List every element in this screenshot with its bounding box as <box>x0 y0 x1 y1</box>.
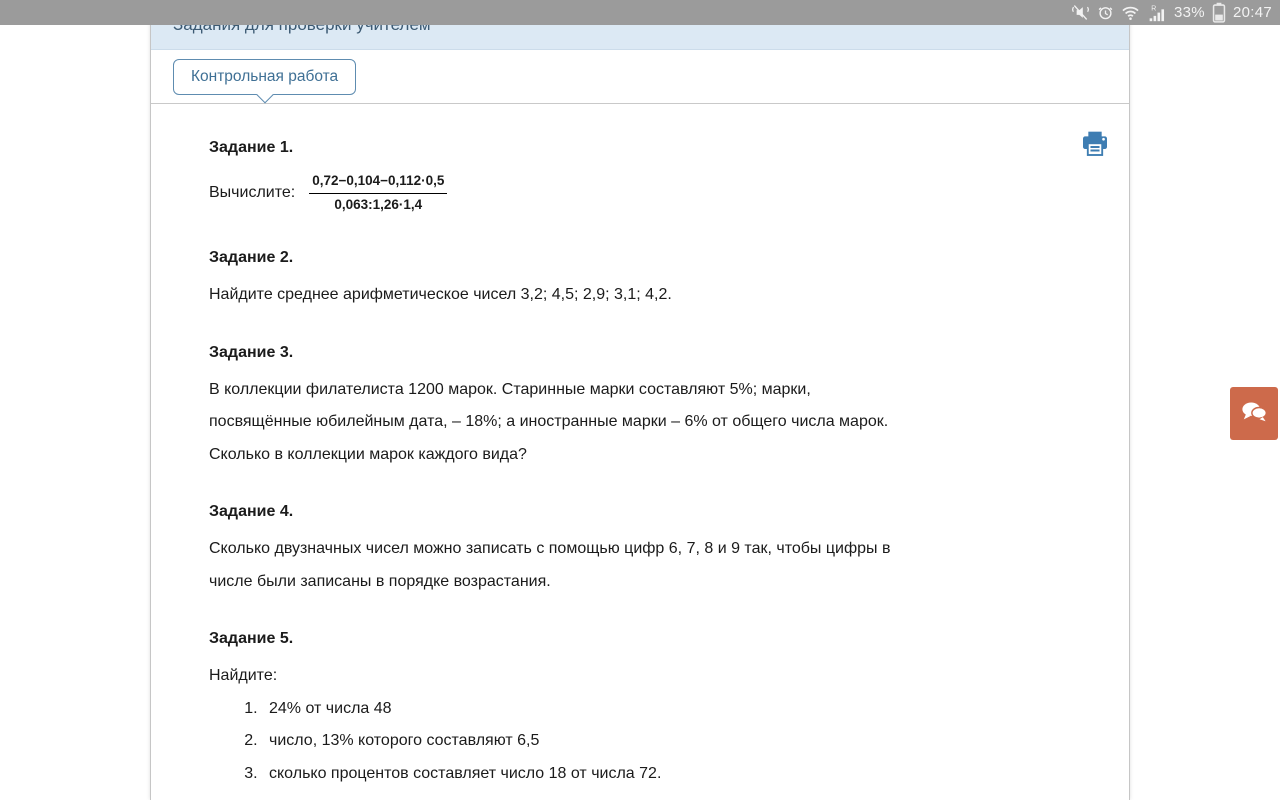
math-fraction <box>309 173 447 214</box>
wifi-icon <box>1121 5 1140 21</box>
task-list <box>151 104 1129 790</box>
mute-icon <box>1071 4 1090 21</box>
list-item: 1. 24% от числа 48 <box>262 693 1099 726</box>
clock-time: 20:47 <box>1232 4 1272 21</box>
task-title: Задание 5. <box>209 630 294 647</box>
status-bar <box>0 0 1280 25</box>
tab-label: Контрольная работа <box>191 67 339 85</box>
tab-bar <box>151 50 1129 104</box>
assignment-panel <box>150 0 1130 800</box>
task <box>209 137 1099 217</box>
chat-bubbles-icon <box>1239 399 1269 428</box>
cell-signal-roaming-icon <box>1147 4 1167 22</box>
printer-icon <box>1079 147 1111 162</box>
print-button[interactable] <box>1078 127 1112 161</box>
task-title: Задание 4. <box>209 503 294 520</box>
task <box>209 628 1099 790</box>
list-item: 3. сколько процентов составляет число 18 от числа 72. <box>262 758 1099 791</box>
task-text-line: числе были записаны в порядке возрастания. <box>209 572 551 590</box>
list-item: 2. число, 13% которого составляют 6,5 <box>262 725 1099 758</box>
task-title: Задание 3. <box>209 343 294 361</box>
svg-text:R: R <box>1151 5 1157 13</box>
task-intro: Найдите: <box>209 667 278 684</box>
task-text-line <box>209 169 1099 217</box>
task5-subtasks <box>209 693 1099 791</box>
task <box>209 501 1099 598</box>
alarm-clock-icon <box>1097 4 1114 21</box>
tab-kontrolnaya-rabota[interactable] <box>173 59 356 95</box>
fraction-numerator: 0,72−0,104−0,112·0,5 <box>309 173 447 194</box>
fraction-denominator: 0,063:1,26·1,4 <box>334 196 423 212</box>
battery-percent: 33% <box>1174 4 1205 21</box>
battery-icon <box>1212 2 1226 23</box>
task-text-line: Найдите среднее арифметическое чисел 3,2; 4,5; 2,9; 3,1; 4,2. <box>209 286 672 303</box>
chat-button[interactable] <box>1230 387 1278 440</box>
task <box>209 342 1099 472</box>
task <box>209 247 1099 312</box>
task-text-line: Сколько в коллекции марок каждого вида? <box>209 445 527 463</box>
task-title: Задание 1. <box>209 139 294 156</box>
task-text-line: Сколько двузначных чисел можно записать с помощью цифр 6, 7, 8 и 9 так, чтобы цифры в <box>209 540 891 557</box>
task-text-line: В коллекции филателиста 1200 марок. Старинные марки составляют 5%; марки, <box>209 380 811 398</box>
task-intro: Вычислите: <box>209 184 296 201</box>
task-text-line: посвящённые юбилейным дата, – 18%; а иностранные марки – 6% от общего числа марок. <box>209 413 889 430</box>
task-title: Задание 2. <box>209 249 294 266</box>
